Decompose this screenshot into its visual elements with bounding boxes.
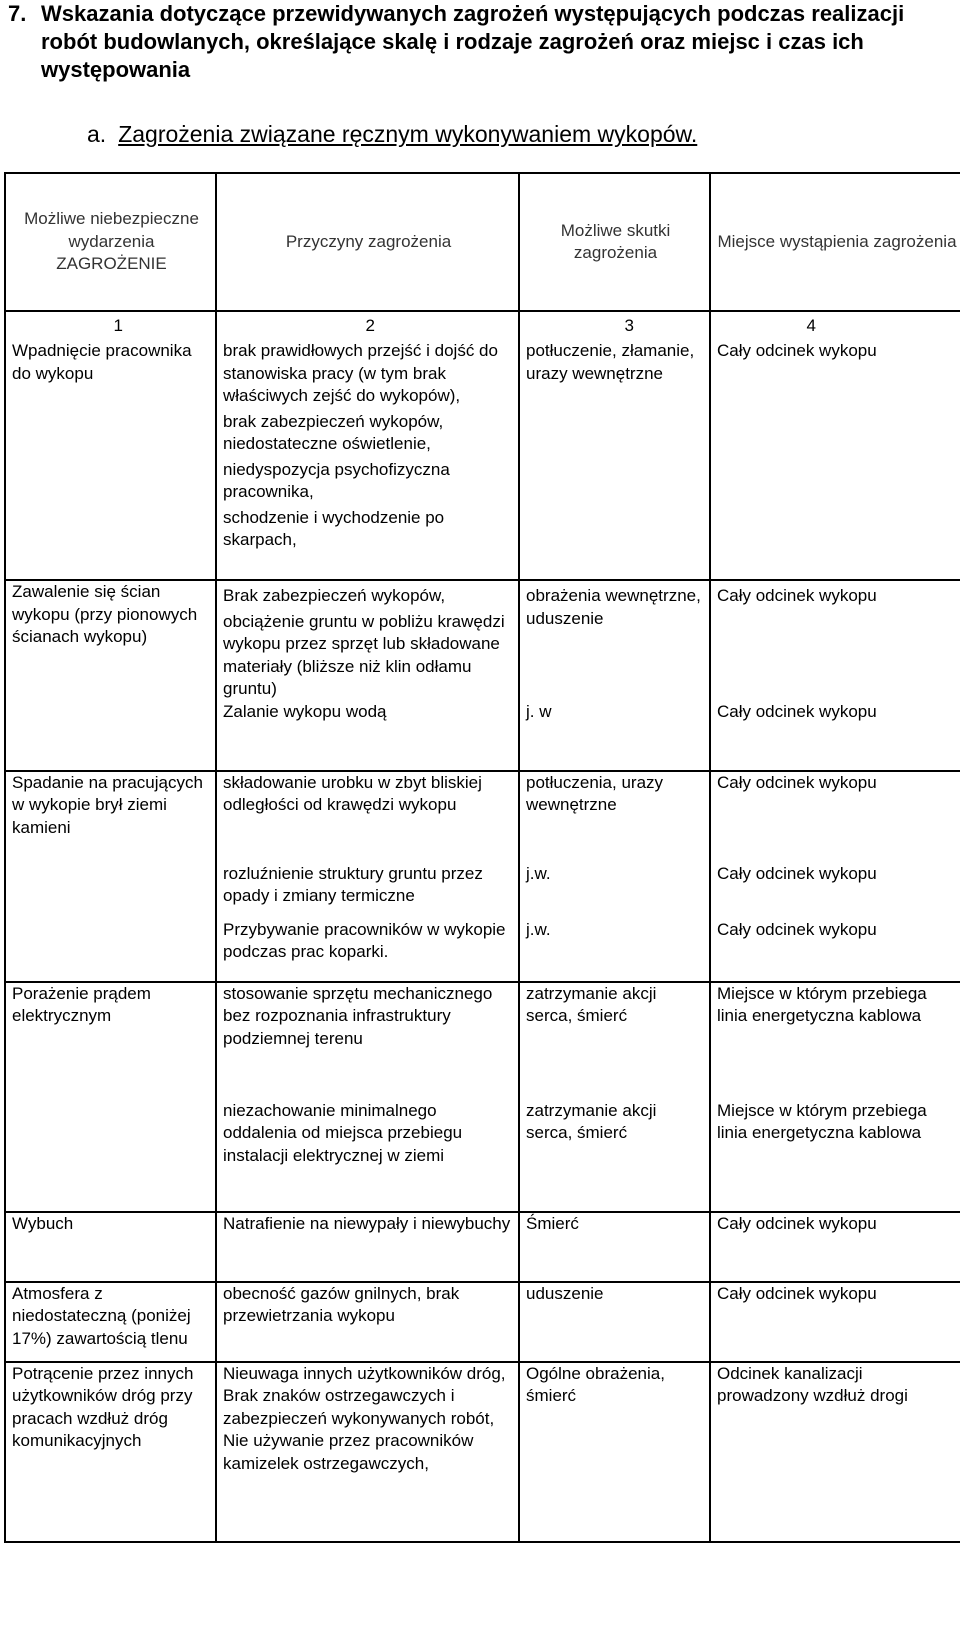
section-title: Wskazania dotyczące przewidywanych zagrożeń występujących podczas realizacji robót budowlanych, określające skalę i rodzaje zagrożeń oraz miejsc i czas ich występowania [41, 1, 905, 82]
cause-item: niedyspozycja psychofizyczna pracownika, [223, 459, 450, 501]
cause-cell [216, 580, 519, 701]
event-cell: Potrącenie przez innych użytkowników dróg przy pracach wzdłuż dróg komunikacyjnych [5, 1362, 216, 1542]
effect-cell: uduszenie [519, 1282, 710, 1362]
table-row [5, 340, 960, 580]
cause-cell: Natrafienie na niewypały i niewybuchy [216, 1212, 519, 1282]
effect-cell: zatrzymanie akcji serca, śmierć [519, 982, 710, 1100]
event-cell: Wybuch [5, 1212, 216, 1282]
effect-cell: potłuczenie, złamanie, urazy wewnętrzne [519, 340, 710, 580]
table-row [5, 771, 960, 863]
column-number: 3 [519, 311, 710, 340]
table-row [5, 1362, 960, 1542]
cause-item: Nieuwaga innych użytkowników dróg, [223, 1363, 506, 1383]
table-row [5, 1212, 960, 1282]
cause-cell: składowanie urobku w zbyt bliskiej odległości od krawędzi wykopu [216, 771, 519, 863]
column-number: 2 [216, 311, 519, 340]
cause-cell: niezachowanie minimalnego oddalenia od miejsca przebiegu instalacji elektrycznej w ziemi [216, 1100, 519, 1212]
place-cell: Odcinek kanalizacji prowadzony wzdłuż drogi [710, 1362, 960, 1542]
cause-item: obciążenie gruntu w pobliżu krawędzi wykopu przez sprzęt lub składowane materiały (bliższe niż klin odłamu gruntu) [223, 611, 505, 698]
cause-item: brak zabezpieczeń wykopów, niedostateczne oświetlenie, [223, 411, 444, 453]
cause-item: Brak znaków ostrzegawczych i zabezpieczeń wykonywanych robót, [223, 1386, 495, 1428]
effect-cell: j.w. [519, 919, 710, 982]
section-heading [8, 0, 953, 84]
column-number: 1 [5, 311, 216, 340]
cause-item: Nie używanie przez pracowników kamizelek ostrzegawczych, [223, 1431, 474, 1473]
cause-item: Brak zabezpieczeń wykopów, [223, 586, 446, 605]
hazards-table [4, 172, 960, 1543]
cause-item: schodzenie i wychodzenie po skarpach, [223, 507, 445, 549]
column-number-row [5, 311, 960, 340]
effect-cell: obrażenia wewnętrzne, uduszenie [519, 580, 710, 701]
place-cell: Cały odcinek wykopu [710, 580, 960, 701]
header-effect: Możliwe skutki zagrożenia [519, 173, 710, 311]
subsection-heading [87, 120, 697, 148]
table-row [5, 1282, 960, 1362]
place-cell: Cały odcinek wykopu [710, 1282, 960, 1362]
subsection-letter: a. [87, 121, 107, 147]
place-cell: Cały odcinek wykopu [710, 863, 960, 919]
section-number: 7. [8, 1, 27, 26]
cause-cell: obecność gazów gnilnych, brak przewietrzania wykopu [216, 1282, 519, 1362]
header-event: Możliwe niebezpieczne wydarzenia ZAGROŻENIE [5, 173, 216, 311]
header-cause: Przyczyny zagrożenia [216, 173, 519, 311]
place-cell: Cały odcinek wykopu [710, 340, 960, 580]
place-cell: Cały odcinek wykopu [710, 919, 960, 982]
cause-cell: Zalanie wykopu wodą [216, 701, 519, 771]
header-place: Miejsce wystąpienia zagrożenia [710, 173, 960, 311]
cause-cell: stosowanie sprzętu mechanicznego bez rozpoznania infrastruktury podziemnej terenu [216, 982, 519, 1100]
effect-cell: j. w [519, 701, 710, 771]
subsection-title: Zagrożenia związane ręcznym wykonywaniem wykopów. [118, 121, 698, 147]
event-cell: Spadanie na pracujących w wykopie brył ziemi kamieni [5, 771, 216, 982]
place-cell: Miejsce w którym przebiega linia energetyczna kablowa [710, 982, 960, 1100]
table-row [5, 580, 960, 701]
column-number: 4 [710, 311, 960, 340]
cause-item: brak prawidłowych przejść i dojść do stanowiska pracy (w tym brak właściwych zejść do wykopów), [223, 341, 498, 405]
event-cell: Porażenie prądem elektrycznym [5, 982, 216, 1212]
effect-cell: zatrzymanie akcji serca, śmierć [519, 1100, 710, 1212]
place-cell: Cały odcinek wykopu [710, 1212, 960, 1282]
table-row [5, 982, 960, 1100]
event-cell: Atmosfera z niedostateczną (poniżej 17%) zawartością tlenu [5, 1282, 216, 1362]
cause-cell [216, 340, 519, 580]
cause-cell: Przybywanie pracowników w wykopie podczas prac koparki. [216, 919, 519, 982]
place-cell: Miejsce w którym przebiega linia energetyczna kablowa [710, 1100, 960, 1212]
cause-cell [216, 1362, 519, 1542]
event-cell: Zawalenie się ścian wykopu (przy pionowych ścianach wykopu) [5, 580, 216, 771]
effect-cell: Ogólne obrażenia, śmierć [519, 1362, 710, 1542]
effect-cell: Śmierć [519, 1212, 710, 1282]
place-cell: Cały odcinek wykopu [710, 771, 960, 863]
effect-cell: potłuczenia, urazy wewnętrzne [519, 771, 710, 863]
event-cell: Wpadnięcie pracownika do wykopu [5, 340, 216, 580]
place-cell: Cały odcinek wykopu [710, 701, 960, 771]
effect-cell: j.w. [519, 863, 710, 919]
cause-cell: rozluźnienie struktury gruntu przez opady i zmiany termiczne [216, 863, 519, 919]
table-header-row [5, 173, 960, 311]
